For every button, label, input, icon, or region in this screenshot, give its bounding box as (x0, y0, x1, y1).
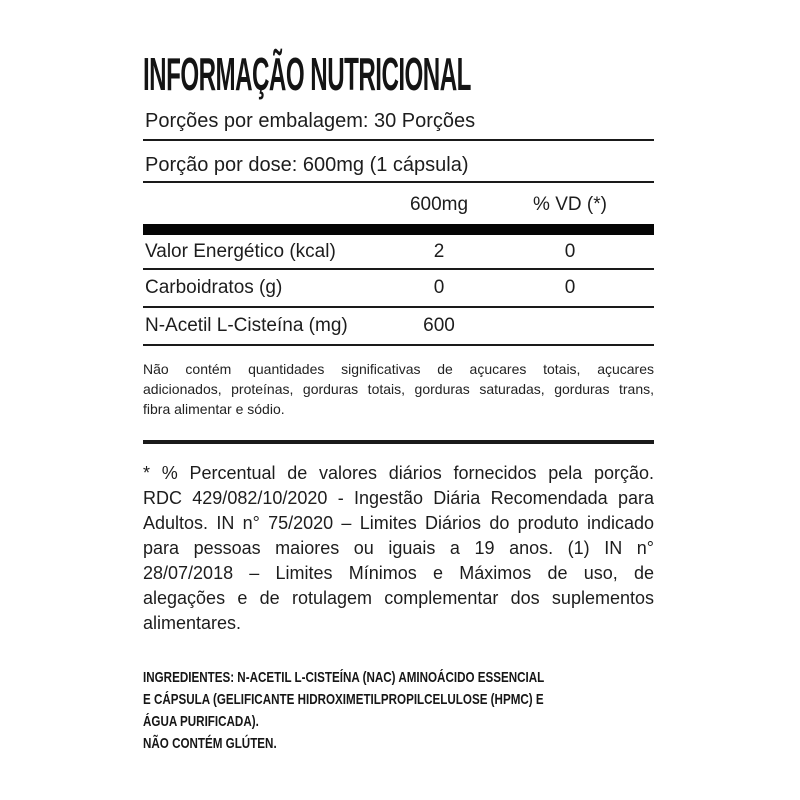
serving-size-line: Porção por dose: 600mg (1 cápsula) (143, 141, 654, 183)
table-header-row (143, 183, 654, 224)
nutrient-dv: 0 (564, 240, 576, 262)
note-line: alegações e de rotulagem complementar dos suplementos (143, 588, 654, 608)
nutrient-amount: 0 (433, 277, 445, 298)
ingredients-line: INGREDIENTES: N-ACETIL L-CISTEÍNA (NAC) AMINOÁCIDO ESSENCIAL (143, 669, 545, 686)
ingredients-line: E CÁPSULA (GELIFICANTE HIDROXIMETILPROPILCELULOSE (HPMC) E (143, 691, 544, 708)
nutrient-name: Carboidratos (g) (145, 277, 283, 298)
ingredients-section (143, 667, 654, 755)
nutrient-amount: 600 (423, 315, 455, 336)
nutrient-name: N-Acetil L-Cisteína (mg) (145, 315, 348, 336)
gluten-free-note: NÃO CONTÉM GLÚTEN. (143, 735, 277, 752)
table-divider-bar (143, 224, 654, 235)
daily-values-footnote (143, 461, 654, 636)
note-line: alimentares. (143, 613, 242, 633)
table-row (143, 270, 654, 308)
page-title: INFORMAÇÃO NUTRICIONAL (143, 48, 471, 100)
servings-line: Porções por embalagem: 30 Porções (143, 96, 654, 141)
note-line: Adultos. IN n° 75/2020 – Limites Diários do produto indicado (143, 513, 654, 533)
nutrient-dv: 0 (564, 277, 576, 298)
note-line: RDC 429/082/10/2020 - Ingestão Diária Recomendada para (143, 488, 654, 508)
table-row (143, 235, 654, 270)
note-line: para pessoas maiores ou iguais a 19 anos. (1) IN n° (143, 538, 654, 558)
note-line: fibra alimentar e sódio. (143, 401, 285, 417)
ingredients-line: ÁGUA PURIFICADA). (143, 713, 259, 730)
amount-column-header: 600mg (409, 194, 469, 215)
no-significant-amounts-note (143, 359, 654, 419)
note-line: Não contém quantidades significativas de açucares totais, açucares (143, 361, 654, 377)
nutrition-label (143, 0, 654, 755)
note-line: 28/07/2018 – Limites Mínimos e Máximos de uso, de (143, 563, 654, 583)
note-line: adicionados, proteínas, gorduras totais, gorduras saturadas, gorduras trans, (143, 381, 654, 397)
nutrition-table (143, 183, 654, 346)
dv-column-header: % VD (*) (533, 194, 607, 215)
nutrient-name: Valor Energético (kcal) (145, 240, 336, 262)
section-divider (143, 440, 654, 444)
nutrient-amount: 2 (433, 240, 445, 262)
table-row (143, 308, 654, 346)
note-line: * % Percentual de valores diários fornecidos pela porção. (143, 463, 654, 483)
